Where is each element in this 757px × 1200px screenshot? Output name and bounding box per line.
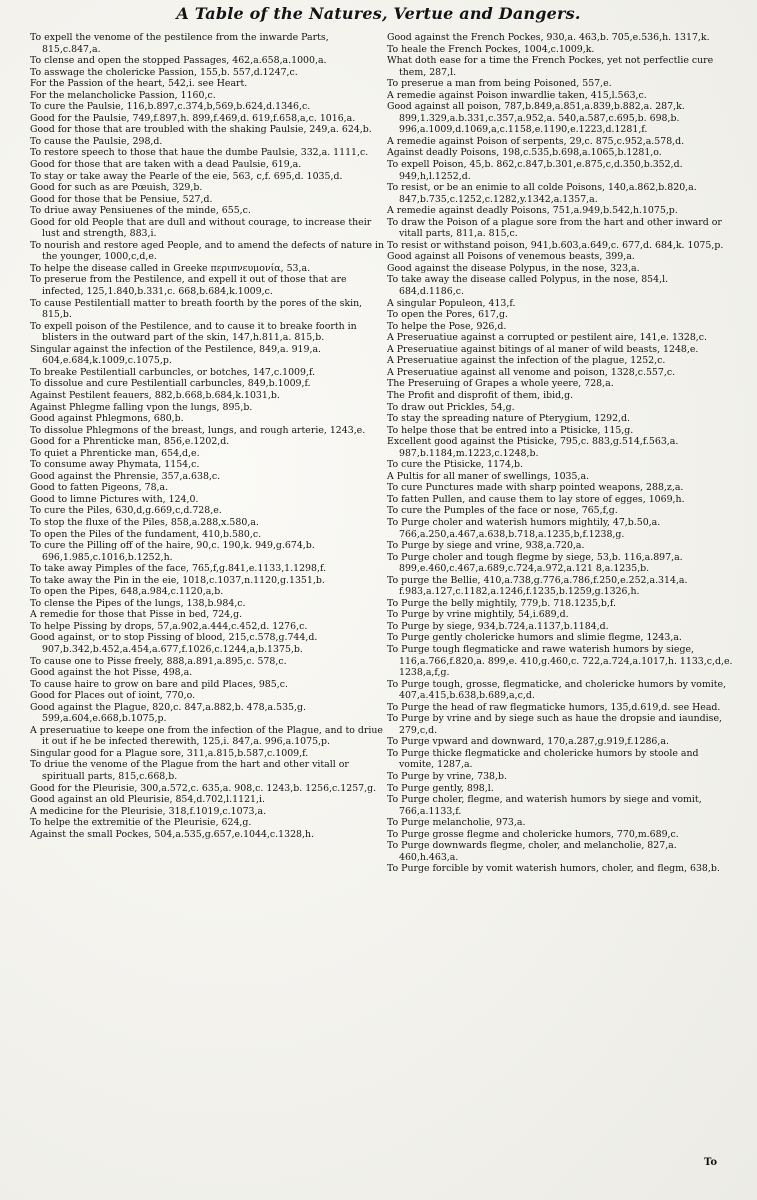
index-entry: To clense and open the stopped Passages, 462,a.658,a.1000,a. <box>30 55 327 67</box>
index-entry: To driue the venome of the Plague from the hart and other vitall or spirituall parts, 815,c.668,b. <box>30 759 349 782</box>
index-entry: To draw out Prickles, 54,g. <box>387 401 515 413</box>
index-entry: To consume away Phymata, 1154,c. <box>30 459 200 471</box>
index-entry: To cure the Pilling off of the haire, 90,c. 190,k. 949,g.674,b. 696,1.985,c.1016,b.1252,h. <box>30 540 315 563</box>
index-entry: To Purge vpward and downward, 170,a.287,g.919,f.1286,a. <box>387 736 669 748</box>
index-entry: Singular against the infection of the Pestilence, 849,a. 919,a. 604,e.684,k.1009,c.1075,p. <box>30 343 322 367</box>
index-entry: To fatten Pullen, and cause them to lay store of egges, 1069,h. <box>387 493 685 505</box>
index-entry: To Purge grosse flegme and cholericke humors, 770,m.689,c. <box>387 828 679 840</box>
index-entry: To cure the Piles, 630,d,g.669,c,d.728,e. <box>30 505 222 517</box>
index-entry: Good for the Pleurisie, 300,a.572,c. 635,a. 908,c. 1243,b. 1256,c.1257,g. <box>30 782 377 794</box>
index-entry: Good against all Poisons of venemous beasts, 399,a. <box>387 251 635 263</box>
index-entry: To Purge by vrine mightily, 54,i.689,d. <box>387 609 569 621</box>
index-entry: Good against, or to stop Pissing of blood, 215,c.578,g.744,d. 907,b.342,b.452,a.454,a.677,f.1026,c.1244,a,b.1375,b. <box>30 632 318 655</box>
index-entry: The Profit and disprofit of them, ibid,g. <box>387 389 574 401</box>
index-entry: A medicine for the Pleurisie, 318,f.1019,c.1073,a. <box>30 805 267 817</box>
index-entry: To purge the Bellie, 410,a.738,g.776,a.786,f.250,e.252,a.314,a. f.983,a.127,c.1182,a.1246,f.1235,b.1259,g.1326,h. <box>387 574 688 598</box>
index-entry: To Purge forcible by vomit waterish humors, choler, and flegm, 638,b. <box>387 863 720 875</box>
index-entry: A remedie for those that Pisse in bed, 724,g. <box>30 609 243 621</box>
index-entry: Good for those that be Pensiue, 527,d. <box>30 193 213 205</box>
index-entry: To stay or take away the Pearle of the eie, 563, c,f. 695,d. 1035,d. <box>30 170 343 182</box>
index-entry: To Purge tough flegmaticke and rawe waterish humors by siege, 116,a.766,f.820,a. 899,e. 410,g.460,c. 722,a.724,a.1017,h. 1133,c,d,e. 1238,a,f,g. <box>387 643 733 679</box>
index-entry: To helpe Pissing by drops, 57,a.902,a.444,c.452,d. 1276,c. <box>30 620 308 632</box>
index-entry: To cure the Ptisicke, 1174,b. <box>387 459 523 471</box>
index-entry: A preseruatiue to keepe one from the infection of the Plague, and to driue it out if he be infected therewith, 125,i. 847,a. 996,a.1075,p. <box>30 724 383 748</box>
index-entry: To Purge tough, grosse, flegmaticke, and cholericke humors by vomite, 407,a.415,b.638,b.689,a,c,d. <box>387 678 727 702</box>
right-column <box>387 32 735 875</box>
page-title: A Table of the Natures, Vertue and Dangers. <box>176 4 581 23</box>
index-entry: To stop the fluxe of the Piles, 858,a.288,x.580,a. <box>30 516 259 528</box>
index-entry: To Purge by vrine, 738,b. <box>387 771 507 782</box>
index-entry: To cure the Pumples of the face or nose, 765,f,g. <box>387 505 618 517</box>
index-entry: To preserue a man from being Poisoned, 557,e. <box>387 78 612 90</box>
index-entry: To Purge choler, flegme, and waterish humors by siege and vomit, 766,a.1133,f. <box>387 794 702 817</box>
index-entry: Against Pestilent feauers, 882,b.668,b.684,k.1031,b. <box>30 389 280 401</box>
left-column <box>30 32 385 840</box>
catchword: To <box>704 1157 717 1168</box>
index-entry: Good to limne Pictures with, 124,0. <box>30 493 199 505</box>
index-entry: Good against the hot Pisse, 498,a. <box>30 667 193 679</box>
index-entry: A singular Populeon, 413,f. <box>387 297 516 309</box>
index-entry: A remedie against deadly Poisons, 751,a.949,b.542,h.1075,p. <box>387 205 678 217</box>
index-entry: To Purge by siege and vrine, 938,a.720,a. <box>387 540 585 552</box>
index-entry: To asswage the cholericke Passion, 155,b. 557,d.1247,c. <box>30 66 298 78</box>
index-entry: To Purge choler and tough flegme by siege, 53,b. 116,a.897,a. 899,e.460,c.467,a.689,c.724,a.972,a.121 8,a.1235,b. <box>387 551 683 575</box>
index-entry: To draw the Poison of a plague sore from the hart and other inward or vitall parts, 811,a. 815,c. <box>387 216 722 240</box>
index-entry: To open the Pores, 617,g. <box>387 309 508 321</box>
index-entry: To open the Pipes, 648,a.984,c.1120,a,b. <box>30 586 224 598</box>
index-entry: For the melancholicke Passion, 1160,c. <box>30 89 216 101</box>
index-entry: To stay the spreading nature of Pterygium, 1292,d. <box>387 413 631 425</box>
index-entry: To Purge gently cholericke humors and slimie flegme, 1243,a. <box>387 632 682 644</box>
index-entry: To breake Pestilentiall carbuncles, or botches, 147,c.1009,f. <box>30 366 316 378</box>
index-entry: To Purge gently, 898,l. <box>387 782 494 794</box>
index-entry: A Pultis for all maner of swellings, 1035,a. <box>387 470 590 482</box>
index-entry: To dissolue Phlegmons of the breast, lungs, and rough arterie, 1243,e. <box>30 424 366 436</box>
index-entry: To clense the Pipes of the lungs, 138,b.984,c. <box>30 597 246 609</box>
index-entry: To Purge the head of raw flegmaticke humors, 135,d.619,d. see Head. <box>387 701 721 713</box>
index-entry: Good against the French Pockes, 930,a. 463,b. 705,e.536,h. 1317,k. <box>387 32 710 43</box>
index-entry: To resist, or be an enimie to all colde Poisons, 140,a.862,b.820,a. 847,b.735,c.1252,c.1282,y.1342,a.1357,a. <box>387 182 697 205</box>
index-entry: To cure Punctures made with sharp pointed weapons, 288,z,a. <box>387 482 684 494</box>
index-entry: To expell Poison, 45,b. 862,c.847,b.301,e.875,c,d.350,b.352,d. 949,h,l.1252,d. <box>387 159 683 182</box>
index-entry: A remedie against Poison inwardlie taken, 415,l.563,c. <box>387 89 647 101</box>
index-entry: To quiet a Phrenticke man, 654,d,e. <box>30 447 200 459</box>
index-entry: To Purge the belly mightily, 779,b. 718.1235,b,f. <box>387 597 617 609</box>
index-entry: To cause haire to grow on bare and pild Places, 985,c. <box>30 678 288 690</box>
index-entry: Singular good for a Plague sore, 311,a.815,b.587,c.1009,f. <box>30 747 309 759</box>
index-entry: A Preseruatiue against the infection of the plague, 1252,c. <box>387 355 666 367</box>
index-entry: For the Passion of the heart, 542,i. see Heart. <box>30 78 248 90</box>
index-entry: Against the small Pockes, 504,a.535,g.657,e.1044,c.1328,h. <box>30 828 315 840</box>
index-entry: To expell poison of the Pestilence, and to cause it to breake foorth in blisters in the outward part of the skin, 147,h.811,a. 815,b. <box>30 320 357 344</box>
index-entry: To driue away Pensiuenes of the minde, 655,c. <box>30 205 251 217</box>
index-entry: To Purge by siege, 934,b.724,a.1137,b.1184,d. <box>387 620 609 632</box>
index-entry: To take away Pimples of the face, 765,f,g.841,e.1133,1.1298,f. <box>30 563 327 575</box>
index-entry: To Purge by vrine and by siege such as haue the dropsie and iaundise, 279,c,d. <box>387 713 722 736</box>
index-entry: A Preseruatiue against a corrupted or pestilent aire, 141,e. 1328,c. <box>387 332 708 344</box>
index-entry: To cure the Paulsie, 116,b.897,c.374,b,569,b.624,d.1346,c. <box>30 101 311 113</box>
index-entry: A Preseruatiue against all venome and poison, 1328,c.557,c. <box>387 366 676 378</box>
index-entry: A remedie against Poison of serpents, 29,c. 875,c.952,a.578,d. <box>387 135 685 147</box>
index-entry: To restore speech to those that haue the dumbe Paulsie, 332,a. 1111,c. <box>30 147 369 159</box>
index-entry: To helpe the extremitie of the Pleurisie, 624,g. <box>30 817 252 829</box>
index-entry: To cause one to Pisse freely, 888,a.891,a.895,c. 578,c. <box>30 655 287 667</box>
index-entry: Good against Phlegmons, 680,b. <box>30 413 184 425</box>
index-entry: The Preseruing of Grapes a whole yeere, 728,a. <box>387 378 614 390</box>
index-entry: To take away the disease called Polypus, in the nose, 854,l. 684,d.1186,c. <box>387 274 669 298</box>
index-entry: To heale the French Pockes, 1004,c.1009,k. <box>387 43 595 55</box>
index-entry: Good for those that are taken with a dead Paulsie, 619,a. <box>30 159 302 171</box>
index-entry: Good against an old Pleurisie, 854,d.702,l.1121,i. <box>30 794 265 806</box>
index-entry: Good for old People that are dull and without courage, to increase their lust and strength, 883,i. <box>30 216 372 240</box>
index-entry: To cause the Paulsie, 298,d. <box>30 135 163 147</box>
index-entry: Good for the Paulsie, 749,f.897,h. 899,f.469,d. 619,f.658,a,c. 1016,a. <box>30 112 356 124</box>
index-entry: Good for a Phrenticke man, 856,e.1202,d. <box>30 436 230 448</box>
index-entry: Good against the disease Polypus, in the nose, 323,a. <box>387 262 640 274</box>
index-entry: Good against the Phrensie, 357,a.638,c. <box>30 470 221 482</box>
index-entry: What doth ease for a time the French Pockes, yet not perfectlie cure them, 287,l. <box>387 55 714 78</box>
index-entry: Good to fatten Pigeons, 78,a. <box>30 482 169 494</box>
index-entry: A Preseruatiue against bitings of al maner of wild beasts, 1248,e. <box>387 343 699 355</box>
index-entry: To cause Pestilentiall matter to breath foorth by the pores of the skin, 815,b. <box>30 297 363 321</box>
index-entry: To helpe the disease called in Greeke περιπνευμονία, 53,a. <box>30 262 311 274</box>
index-entry: To nourish and restore aged People, and to amend the defects of nature in the younger, 1000,c,d,e. <box>30 239 385 263</box>
index-entry: To Purge downwards flegme, choler, and melancholie, 827,a. 460,h.463,a. <box>387 840 677 863</box>
index-entry: To preserue from the Pestilence, and expell it out of those that are infected, 125,1.840,b.331,c. 668,b.684,k.1009,c. <box>30 274 347 298</box>
index-entry: Good for those that are troubled with the shaking Paulsie, 249,a. 624,b. <box>30 124 372 136</box>
index-entry: To open the Piles of the fundament, 410,b.580,c. <box>30 528 262 540</box>
index-entry: To resist or withstand poison, 941,b.603,a.649,c. 677,d. 684,k. 1075,p. <box>387 239 724 251</box>
index-entry: To Purge thicke flegmaticke and cholericke humors by stoole and vomite, 1287,a. <box>387 747 699 771</box>
index-entry: Good for such as are Pœuish, 329,b. <box>30 182 203 194</box>
index-entry: To expell the venome of the pestilence from the inwarde Parts, 815,c.847,a. <box>30 32 329 55</box>
index-entry: To Purge choler and waterish humors mightily, 47,b.50,a. 766,a.250,a.467,a.638,b.718,a.1235,b,f.1238,g. <box>387 516 661 540</box>
index-entry: To helpe the Pose, 926,d. <box>387 320 507 332</box>
index-entry: Good against all poison, 787,b.849,a.851,a.839,b.882,a. 287,k. 899,1.329,a.b.331,c.357,a.952,a. 540,a.587,c.695,b. 698,b. 996,a.1009,d.1069,a,c.1158,e.1190,e.1223,d.1281,f. <box>387 101 685 136</box>
index-entry: To helpe those that be entred into a Ptisicke, 115,g. <box>387 424 634 436</box>
index-entry: Excellent good against the Ptisicke, 795,c. 883,g.514,f.563,a. 987,b.1184,m.1223,c.1248,b. <box>387 436 679 459</box>
index-entry: Against deadly Poisons, 198,c.535,b.698,a.1065,b.1281,o. <box>387 147 662 159</box>
index-entry: To take away the Pin in the eie, 1018,c.1037,n.1120,g.1351,b. <box>30 574 325 586</box>
index-entry: Good against the Plague, 820,c. 847,a.882,b. 478,a.535,g. 599,a.604,e.668,b.1075,p. <box>30 701 306 725</box>
index-entry: Against Phlegme falling vpon the lungs, 895,b. <box>30 401 253 413</box>
index-entry: To Purge melancholie, 973,a. <box>387 817 526 829</box>
index-entry: Good for Places out of ioint, 770,o. <box>30 690 196 702</box>
index-entry: To dissolue and cure Pestilentiall carbuncles, 849,b.1009,f. <box>30 378 311 390</box>
